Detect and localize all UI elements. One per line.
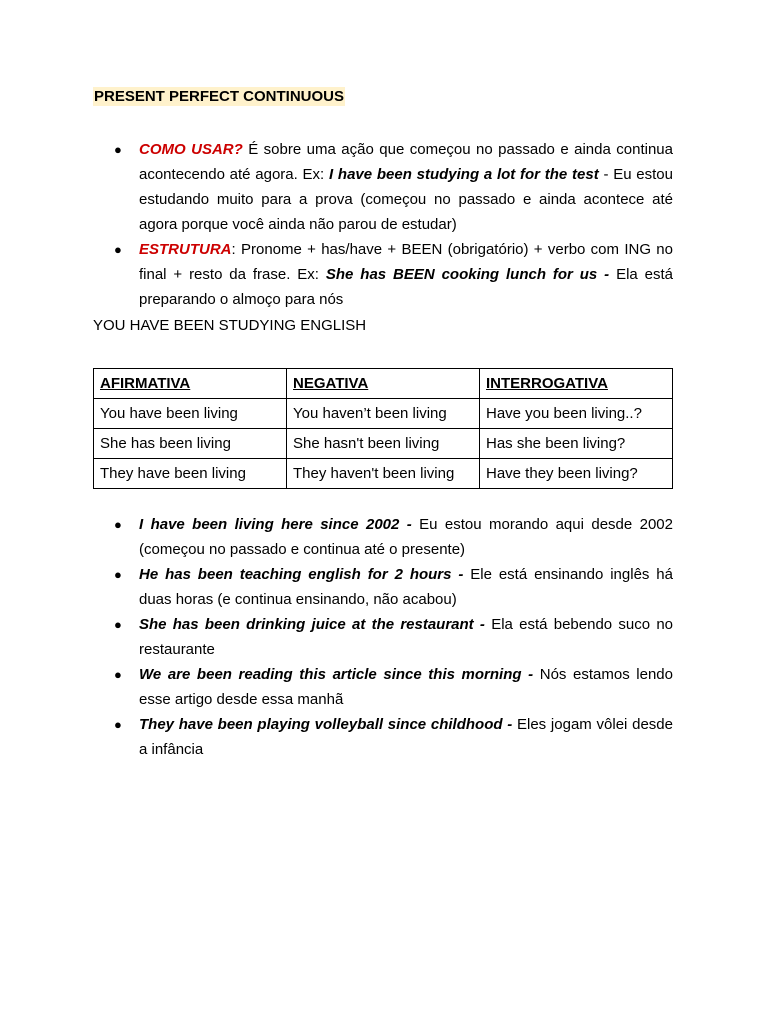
table-header-cell: AFIRMATIVA <box>94 369 287 399</box>
table-cell: Has she been living? <box>480 429 673 459</box>
list-item <box>93 712 673 762</box>
example-bullet-list <box>93 512 673 762</box>
table-cell: She has been living <box>94 429 287 459</box>
intro-bullet-list <box>93 137 673 312</box>
table-cell: They have been living <box>94 459 287 489</box>
list-item <box>93 512 673 562</box>
bullet-icon: ● <box>114 567 122 582</box>
translation-text: Nós estamos lendo esse artigo desde essa manhã <box>139 666 673 708</box>
section-label: ESTRUTURA <box>139 241 232 258</box>
table-row <box>94 459 673 489</box>
bullet-icon: ● <box>114 617 122 632</box>
section-label: COMO USAR? <box>139 141 243 158</box>
table-cell: You haven’t been living <box>287 399 480 429</box>
page-title: PRESENT PERFECT CONTINUOUS <box>94 88 345 105</box>
translation-text: Ele está ensinando inglês há duas horas (e continua ensinando, não acabou) <box>139 566 673 608</box>
table-row <box>94 429 673 459</box>
list-item <box>93 137 673 237</box>
table-cell: Have they been living? <box>480 459 673 489</box>
body-text: Ela está preparando o almoço para nós <box>139 266 673 308</box>
example-sentence: We are been reading this article since this morning - <box>139 666 534 683</box>
table-cell: She hasn't been living <box>287 429 480 459</box>
list-item <box>93 237 673 312</box>
example-sentence: She has been drinking juice at the restaurant - <box>139 616 485 633</box>
table-cell: Have you been living..? <box>480 399 673 429</box>
body-text: - Eu estou estudando muito para a prova (começou no passado e ainda acontece até agora porque você ainda não parou de estudar) <box>139 166 673 233</box>
bullet-icon: ● <box>114 517 122 532</box>
bullet-icon: ● <box>114 667 122 682</box>
bullet-icon: ● <box>114 142 122 157</box>
body-text: : Pronome + has/have + BEEN (obrigatório) + verbo com ING no final + resto da frase. Ex: <box>139 241 673 283</box>
example-sentence: He has been teaching english for 2 hours - <box>139 566 464 583</box>
bullet-icon: ● <box>114 242 122 257</box>
body-text: É sobre uma ação que começou no passado e ainda continua acontecendo até agora. Ex: <box>139 141 673 183</box>
conjugation-table <box>93 368 673 489</box>
example-sentence: She has BEEN cooking lunch for us - <box>325 266 610 283</box>
example-sentence: They have been playing volleyball since childhood - <box>139 716 513 733</box>
table-header-row <box>94 369 673 399</box>
bullet-icon: ● <box>114 717 122 732</box>
table-header-cell: INTERROGATIVA <box>480 369 673 399</box>
translation-text: Eu estou morando aqui desde 2002 (começou no passado e continua até o presente) <box>139 516 673 558</box>
example-sentence: I have been living here since 2002 - <box>139 516 412 533</box>
table-row <box>94 399 673 429</box>
table-cell: You have been living <box>94 399 287 429</box>
translation-text: Eles jogam vôlei desde a infância <box>139 716 673 758</box>
translation-text: Ela está bebendo suco no restaurante <box>139 616 673 658</box>
table-cell: They haven't been living <box>287 459 480 489</box>
example-sentence: I have been studying a lot for the test <box>328 166 599 183</box>
list-item <box>93 612 673 662</box>
list-item <box>93 562 673 612</box>
example-heading: YOU HAVE BEEN STUDYING ENGLISH <box>93 317 367 334</box>
list-item <box>93 662 673 712</box>
table-header-cell: NEGATIVA <box>287 369 480 399</box>
